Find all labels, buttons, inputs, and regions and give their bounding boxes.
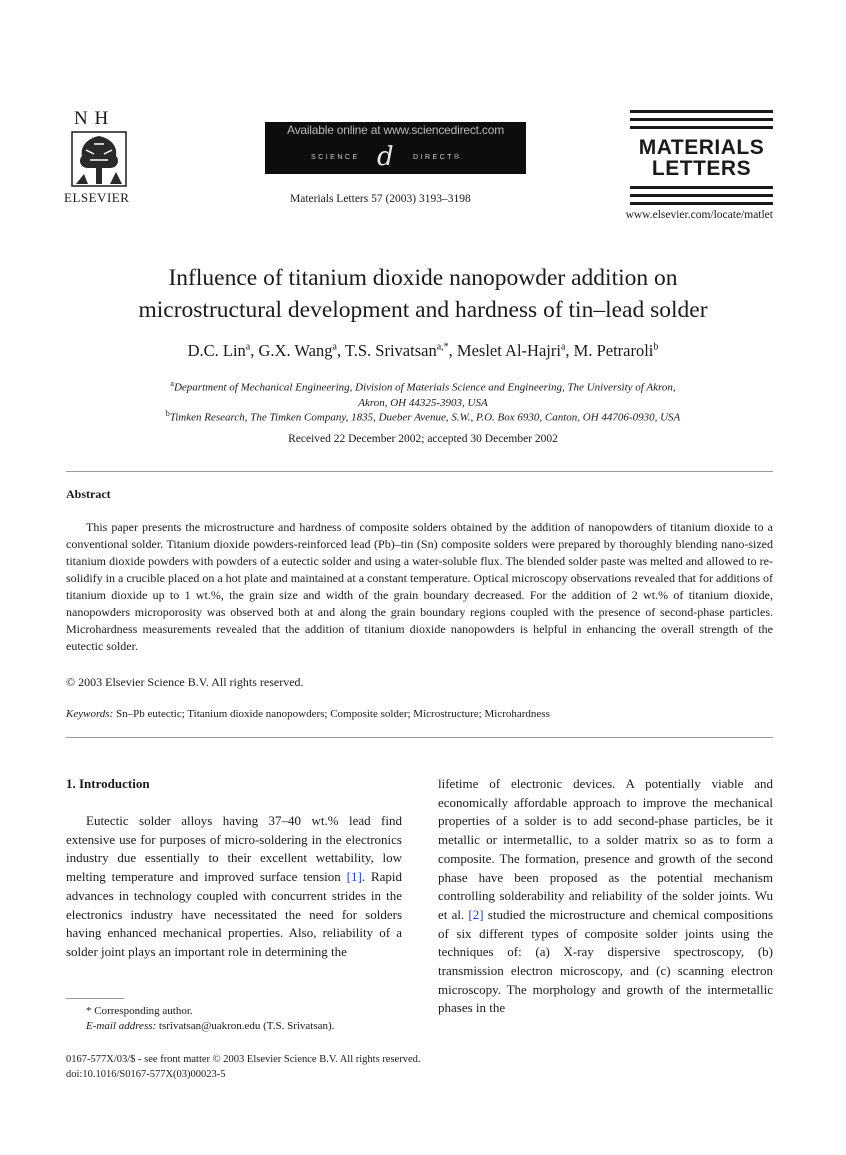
email-link[interactable]: tsrivatsan@uakron.edu (T.S. Srivatsan). [156,1020,335,1032]
sd-left-word: SCIENCE [311,154,360,161]
abstract-heading: Abstract [66,487,111,501]
author[interactable]: D.C. Lin$^a$, [187,341,259,360]
sd-at-icon: d [377,142,394,172]
copyright: © 2003 Elsevier Science B.V. All rights reserved. [66,675,304,689]
section-heading: 1. Introduction [66,776,150,791]
reference-link-2[interactable]: [2] [468,906,484,922]
journal-url-link[interactable]: www.elsevier.com/locate/matlet [625,209,773,221]
author-list [60,341,786,361]
affiliation-b: $^b$Timken Research, The Timken Company, 1835, Dueber Avenue, S.W., P.O. Box 6930, Canton, OH 44706-0930, USA [165,409,681,424]
sd-wordmark [265,142,526,172]
intro-right-column: lifetime of electronic devices. A potentially viable and economically affordable approach to improve the mechanical properties of a solder is to add second-phase particles, be it metallic or intermetallic, to a solder matrix so as to form a composite. The formation, presence and growth of the second phase have been proposed as the potential mechanism controlling solderability and reliability of the solder joints. Wu et al. [2] studied the microstructure and chemical compositions of six different types of composite solder joints using the techniques of: (a) X-ray dispersive spectroscopy, (b) transmission electron microscopy, and (c) scanning electron microscopy. The morphology and growth of the intermetallic phases in the [438,776,773,1016]
journal-logo-line2: LETTERS [651,157,752,180]
journal-logo-line1: MATERIALS [638,136,765,159]
article-title [60,262,786,326]
intro-left-column: Eutectic solder alloys having 37–40 wt.% lead find extensive use for purposes of micro-soldering in the electronics industry due essentially to their excellent wettability, low melting temperature and improved surface tension [1]. Rapid advances in technology coupled with concurrent strides in the electronics industry have necessitated the need for solders having enhanced mechanical properties. Also, reliability of a solder joint plays an important role in determining the [66,813,402,959]
title-line-2: microstructural development and hardness of tin–lead solder [138,297,708,323]
abstract-body: This paper presents the microstructure and hardness of composite solders obtained by the addition of nanopowders of titanium dioxide to a conventional solder. Titanium dioxide powders-reinforced lead (Pb)–tin (Sn) composite solders were prepared by thoroughly blending nano-sized titanium dioxide powders with powders of a eutectic solder and using a water-soluble flux. The blended solder paste was melted and allowed to re-solidify in a crucible placed on a hot plate and maintained at a constant temperature. Optical microscopy observations revealed that for additions of titanium dioxide up to 1 wt.%, the grain size and width of the grain boundary decreased. For the addition of 2 wt.% of titanium dioxide, nanopowders microporosity was observed both at and along the grain boundary regions coupled with the presence of second-phase particles. Microhardness measurements revealed that the addition of titanium dioxide nanopowders is helpful in enhancing the overall strength of the eutectic solder. [66,520,773,653]
footnote-divider [66,998,124,999]
title-line-1: Influence of titanium dioxide nanopowder addition on [168,265,678,291]
publisher-name: ELSEVIER [64,190,130,205]
doi-line[interactable]: doi:10.1016/S0167-577X(03)00023-5 [66,1069,226,1080]
author[interactable]: M. Petraroli$^b$ [573,341,659,360]
journal-reference: Materials Letters 57 (2003) 3193–3198 [290,193,471,205]
sciencedirect-banner[interactable] [265,122,526,174]
divider [66,737,773,738]
sd-available-text: Available online at www.sciencedirect.com [286,123,505,137]
publisher-mark: N H [74,108,110,129]
sd-right-word: DIRECT® [413,154,462,161]
author[interactable]: T.S. Srivatsan$^{a,*}$, [344,341,457,360]
author[interactable]: Meslet Al-Hajri$^a$, [456,341,574,360]
keywords-label: Keywords: [66,708,114,720]
author[interactable]: G.X. Wang$^a$, [258,341,345,360]
elsevier-tree-logo-icon [70,130,128,188]
keywords-list: Sn–Pb eutectic; Titanium dioxide nanopowders; Composite solder; Microstructure; Microhardness [116,708,550,720]
affiliation-a: $^a$Department of Mechanical Engineering, Division of Materials Science and Engineering, The University of Akron, Akron, OH 44325-3903, USA [170,379,676,409]
corresponding-author-note: * Corresponding author. [86,1005,193,1017]
divider [66,471,773,472]
email-note: E-mail address: tsrivatsan@uakron.edu (T.S. Srivatsan). [86,1020,335,1032]
reference-link-1[interactable]: [1] [346,869,362,885]
keywords [66,708,550,720]
issn-line: 0167-577X/03/$ - see front matter © 2003 Elsevier Science B.V. All rights reserved. [66,1054,421,1065]
received-dates: Received 22 December 2002; accepted 30 December 2002 [288,433,558,445]
